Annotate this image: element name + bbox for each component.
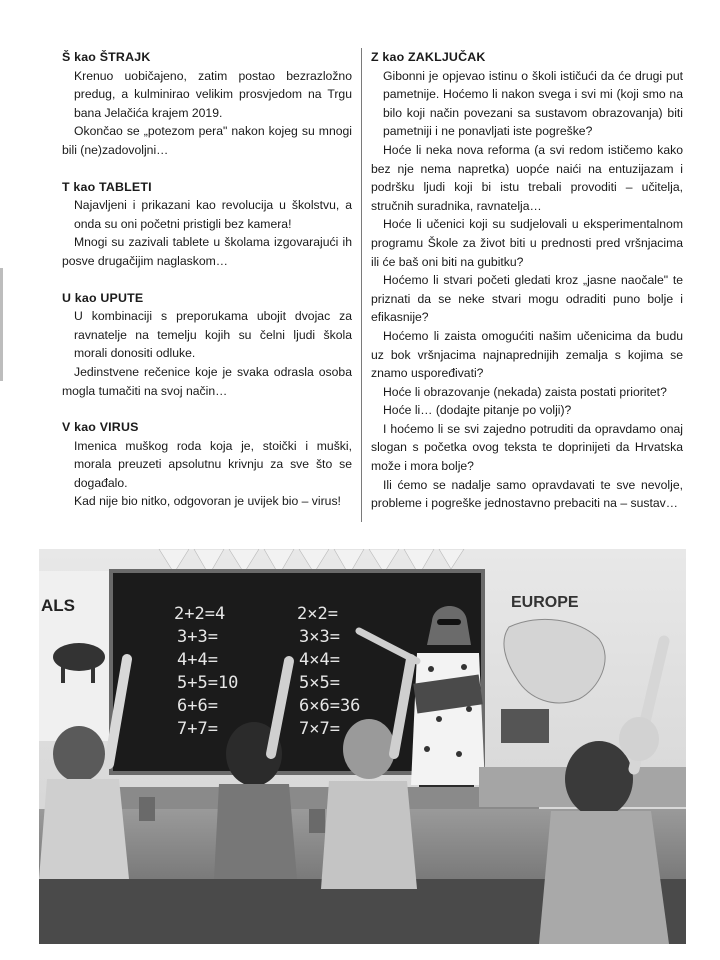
svg-text:7+7=: 7+7= <box>177 719 218 739</box>
poster-right-label: EUROPE <box>511 594 579 611</box>
paragraph: Hoće li učenici koji su sudjelovali u eksperimentalnom programu Škole za život biti u prednosti pred vršnjacima ili će baš oni biti na gubitku? <box>371 217 683 269</box>
svg-text:2+2=4: 2+2=4 <box>174 604 226 624</box>
paragraph: Okončao se „potezom pera" nakon kojeg su mnogi bili (ne)zadovoljni… <box>62 124 352 157</box>
section-heading: V kao VIRUS <box>62 420 139 435</box>
svg-text:7×7=: 7×7= <box>299 719 340 739</box>
svg-text:6×6=36: 6×6=36 <box>299 696 361 716</box>
paragraph: Kad nije bio nitko, odgovoran je uvijek bio – virus! <box>74 494 341 509</box>
svg-text:2×2=: 2×2= <box>297 604 338 624</box>
svg-text:6+6=: 6+6= <box>177 696 218 716</box>
column-divider <box>361 48 362 522</box>
classroom-photo <box>39 549 686 944</box>
svg-text:3+3=: 3+3= <box>177 627 218 647</box>
paragraph: I hoćemo li se svi zajedno potruditi da opravdamo onaj slogan s početka ovog teksta te doprinijeti da Hrvatska može i mora bolje? <box>371 421 683 474</box>
paragraph: Hoće li obrazovanje (nekada) zaista postati prioritet? <box>383 384 667 399</box>
section-virus <box>62 418 352 511</box>
section-strajk <box>62 48 352 160</box>
page-edge-mark <box>0 268 3 381</box>
paragraph: Hoće li neka nova reforma (a svi redom ističemo kako bez nje nema napretka) uopće naići na entuzijazam i podršku ljudi koji bi istu trebali provoditi – učitelja, stručnih suradnika, ravnatelja… <box>371 142 683 213</box>
paragraph: Krenuo uobičajeno, zatim postao bezrazložno predug, a kulminirao velikim prosvjedom na Trgu bana Jelačića krajem 2019. <box>74 68 352 120</box>
paragraph: Hoćemo li zaista omogućiti našim učenicima da budu uz bok vršnjacima najnaprednijih zemalja s kojima se znamo uspoređivati? <box>371 328 683 381</box>
paragraph: Imenica muškog roda koja je, stoički i muški, morala preuzeti apsolutnu krivnju za sve što se događalo. <box>74 438 352 490</box>
section-heading: U kao UPUTE <box>62 290 144 305</box>
svg-text:4×4=: 4×4= <box>299 650 340 670</box>
paragraph: Hoćemo li stvari početi gledati kroz „jasne naočale" te priznati da se neke stvari mogu odraditi puno bolje i efikasnije? <box>371 273 683 325</box>
paragraph: Hoće li… (dodajte pitanje po volji)? <box>383 403 572 418</box>
paragraph: Mnogi su zazivali tablete u školama izgovarajući ih posve drugačijim naglaskom… <box>62 235 352 268</box>
section-upute <box>62 289 352 401</box>
svg-text:5×5=: 5×5= <box>299 673 340 693</box>
svg-text:4+4=: 4+4= <box>177 650 218 670</box>
section-heading: Š kao ŠTRAJK <box>62 50 151 64</box>
section-heading: T kao TABLETI <box>62 179 152 194</box>
paragraph: Gibonni je opjevao istinu o školi ističući da će drugi put pametnije. Hoćemo li nakon svega i svi mi (koji smo na bilo koji način povezani sa sustavom obrazovanja) biti pametniji i ne ponavljati iste pogreške? <box>383 68 683 139</box>
eu-flag <box>501 709 549 743</box>
right-column <box>371 48 683 513</box>
paragraph: Jedinstvene rečenice koje je svaka odrasla osoba mogla tumačiti na svoj način… <box>62 364 352 398</box>
section-tableti <box>62 178 352 271</box>
svg-text:5+5=10: 5+5=10 <box>177 673 239 693</box>
paragraph: Ili ćemo se nadalje samo opravdavati te sve nevolje, probleme i pogreške jednostavno prebaciti na – sustav… <box>371 477 683 511</box>
paragraph: Najavljeni i prikazani kao revolucija u školstvu, a onda su oni početni pristigli bez kamera! <box>74 198 352 231</box>
poster-left-label: ALS <box>41 596 75 615</box>
svg-text:3×3=: 3×3= <box>299 627 340 647</box>
left-column <box>62 48 352 529</box>
classroom-illustration <box>39 549 686 944</box>
section-heading: Z kao ZAKLJUČAK <box>371 50 486 64</box>
paragraph: U kombinaciji s preporukama ubojit dvojac za ravnatelje na temelju kojih su čelni ljudi škola morali donositi odluke. <box>74 309 352 361</box>
